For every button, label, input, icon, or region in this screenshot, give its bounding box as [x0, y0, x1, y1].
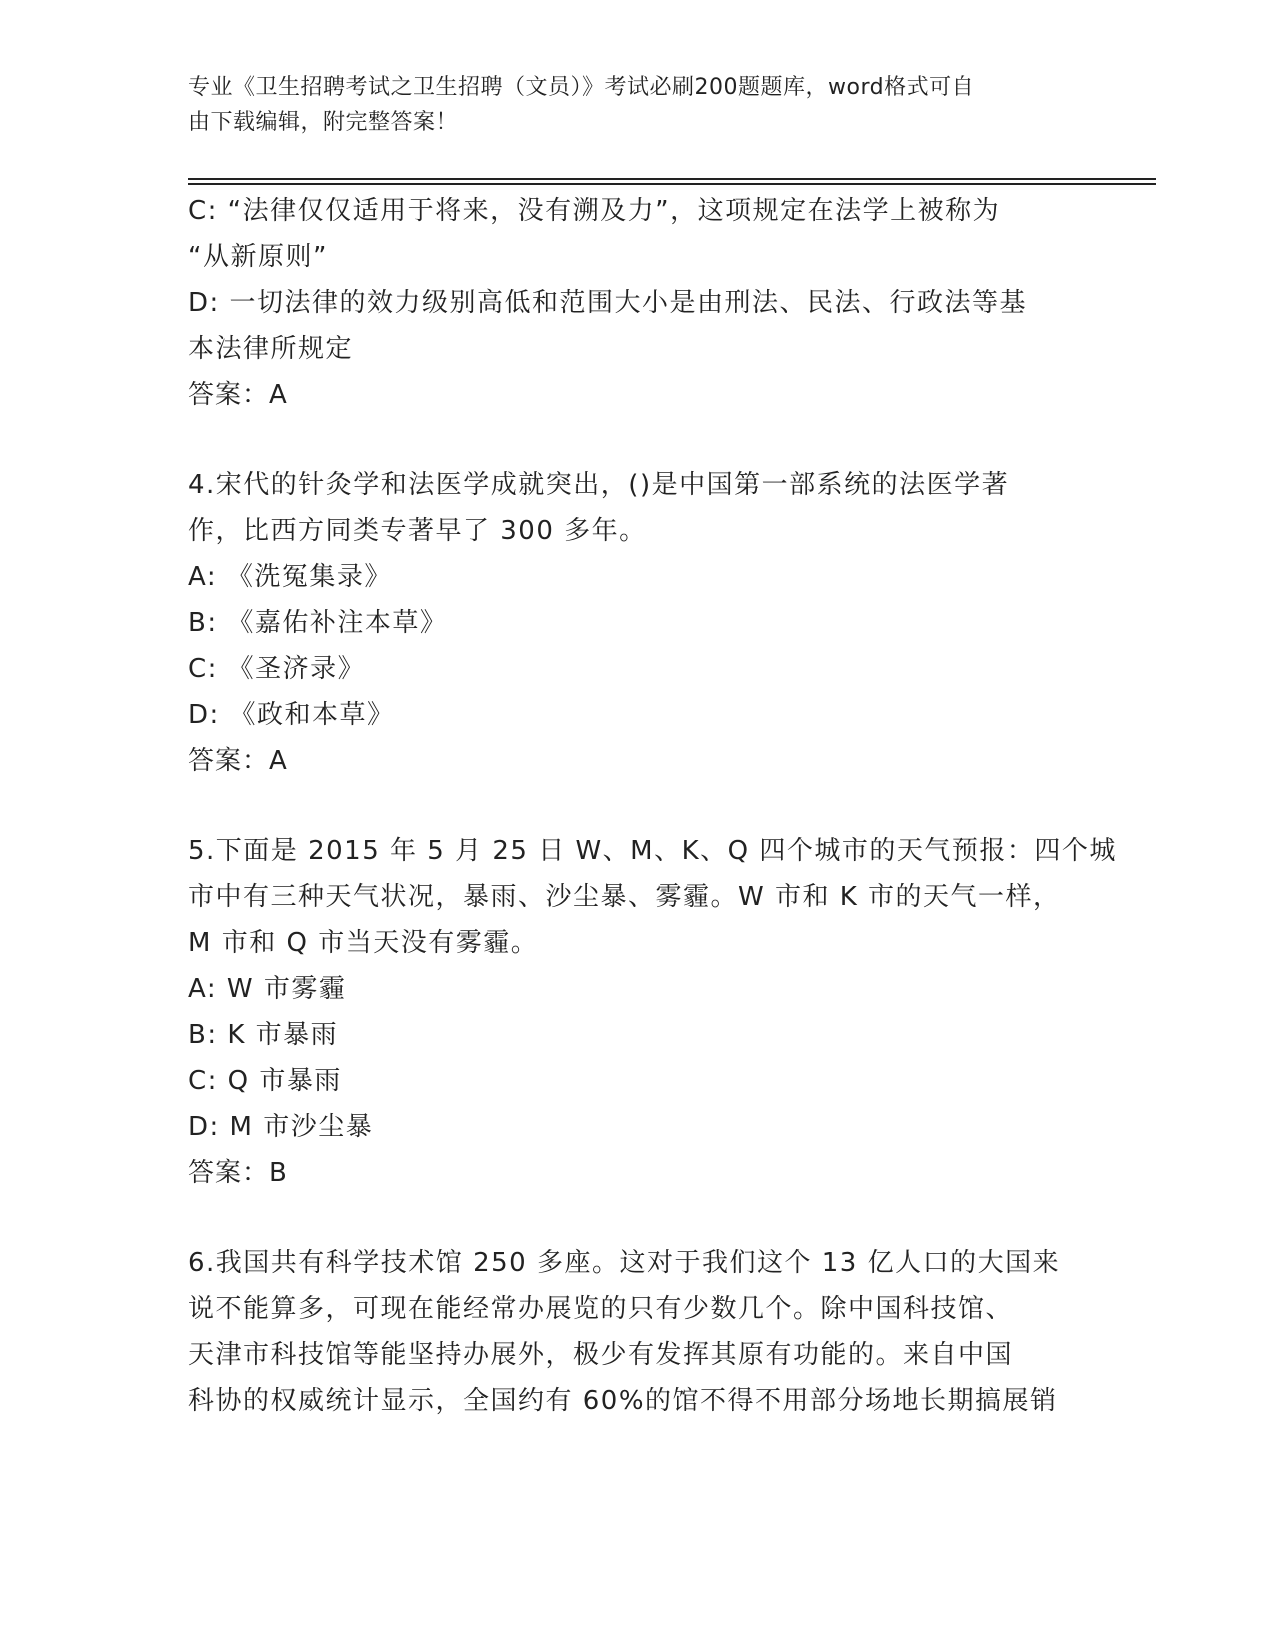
- header-title-line-2: 由下载编辑，附完整答案！: [188, 110, 459, 135]
- q3-option-c-line-1: C: “法律仅仅适用于将来，没有溯及力”，这项规定在法学上被称为: [188, 196, 1001, 226]
- q5-option-b: B: K 市暴雨: [188, 1020, 339, 1050]
- q5-option-c: C: Q 市暴雨: [188, 1066, 342, 1096]
- question-6: [188, 1240, 1088, 1424]
- q4-stem-line-2: 作，比西方同类专著早了 300 多年。: [188, 516, 647, 546]
- spacer: [188, 418, 1088, 462]
- q6-stem-line-2: 说不能算多，可现在能经常办展览的只有少数几个。除中国科技馆、: [188, 1294, 1014, 1324]
- q4-option-d: D: 《政和本草》: [188, 700, 395, 730]
- q3-option-c-line-2: “从新原则”: [188, 242, 328, 272]
- q5-stem-line-3: M 市和 Q 市当天没有雾霾。: [188, 928, 539, 958]
- header-rule-top: [188, 178, 1156, 180]
- q3-option-d-line-2: 本法律所规定: [188, 334, 354, 364]
- document-header: [188, 70, 1068, 140]
- q3-option-d-line-1: D: 一切法律的效力级别高低和范围大小是由刑法、民法、行政法等基: [188, 288, 1028, 318]
- q3-answer: 答案：A: [188, 380, 288, 410]
- q4-option-c: C: 《圣济录》: [188, 654, 366, 684]
- q6-stem-line-4: 科协的权威统计显示，全国约有 60%的馆不得不用部分场地长期搞展销: [188, 1386, 1058, 1416]
- q5-stem-line-1: 5.下面是 2015 年 5 月 25 日 W、M、K、Q 四个城市的天气预报：四个城: [188, 836, 1117, 866]
- q6-stem-line-1: 6.我国共有科学技术馆 250 多座。这对于我们这个 13 亿人口的大国来: [188, 1248, 1061, 1278]
- q4-answer: 答案：A: [188, 746, 288, 776]
- question-4: [188, 462, 1088, 784]
- header-title-line-1: 专业《卫生招聘考试之卫生招聘（文员）》考试必刷200题题库，word格式可自: [188, 75, 975, 100]
- spacer: [188, 784, 1088, 828]
- q6-stem-line-3: 天津市科技馆等能坚持办展外，极少有发挥其原有功能的。来自中国: [188, 1340, 1014, 1370]
- q4-option-b: B: 《嘉佑补注本草》: [188, 608, 448, 638]
- question-5: [188, 828, 1117, 1196]
- q5-option-a: A: W 市雾霾: [188, 974, 347, 1004]
- document-body: [188, 188, 1117, 1424]
- q4-option-a: A: 《洗冤集录》: [188, 562, 392, 592]
- question-3-tail: [188, 188, 1088, 418]
- q5-answer: 答案：B: [188, 1158, 288, 1188]
- q5-option-d: D: M 市沙尘暴: [188, 1112, 374, 1142]
- q5-stem-line-2: 市中有三种天气状况，暴雨、沙尘暴、雾霾。W 市和 K 市的天气一样，: [188, 882, 1061, 912]
- spacer: [188, 1196, 1088, 1240]
- q4-stem-line-1: 4.宋代的针灸学和法医学成就突出，()是中国第一部系统的法医学著: [188, 470, 1010, 500]
- header-rule-bottom: [188, 183, 1156, 185]
